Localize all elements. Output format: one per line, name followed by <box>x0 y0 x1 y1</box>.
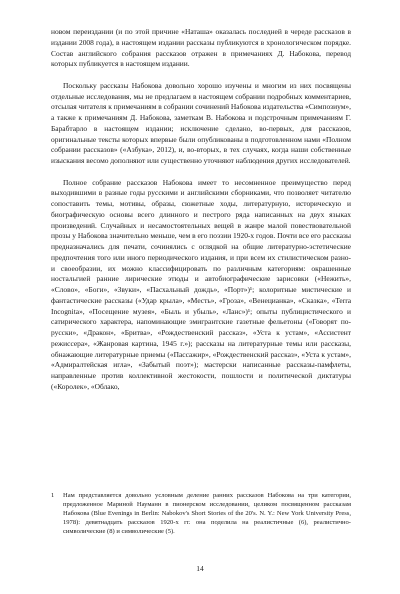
page-number: 14 <box>196 564 204 573</box>
paragraph-2: Поскольку рассказы Набокова довольно хорошо изучены и многим из них посвящены отдельные исследования, мы не предлагаем в настоящем собрании подробных комментариев, отсылая читателя к примечаниям в собрании сочинений Набокова издательства «Симпозиум», а также к примечаниям Д. Набокова, заметкам В. Набокова и подстрочным примечаниям Г. Барабтарло в настоящем издании; исключение сделано, во-первых, для рассказов, оригинальные тексты которых впервые были опубликованы в подготовленном нами «Полном собрании рассказов» («Азбука», 2012), и, во-вторых, в тех случаях, когда наши собственные изыскания весомо дополняют или существенно уточняют наблюдения других исследователей. <box>51 80 351 165</box>
main-text <box>51 27 351 393</box>
footnote-number: 1 <box>51 492 55 499</box>
paragraph-3: Полное собрание рассказов Набокова имеет то несомненное преимущество перед выходившими в разные годы русскими и английскими сборниками, что позволяет читателю сопоставить темы, мотивы, образы, сюжетные ходы, литературную, историческую и биографическую основы всего длинного и пестрого ряда написанных на двух языках произведений. Случайных и несамостоятельных вещей в жанре малой повествовательной прозы у Набокова значительно меньше, чем в его поэзии 1920-х годов. Почти все его рассказы предназначались для печати, сочинялись с оглядкой на общие литературно-эстетические предпочтения того или иного периодического издания, и при всем их стилистическом разно- и своеобразии, их можно классифицировать по различным категориям: окрашенные ностальгией ранние лирические этюды и автобиографические зарисовки («Нежить», «Слово», «Боги», «Звуки», «Пасхальный дождь», «Порт»)¹; колоритные мистические и фантастические рассказы («Удар крыла», «Месть», «Гроза», «Венецианка», «Сказка», «Terra Incognita», «Посещение музея», «Быль и убыль», «Ланс»)¹; опыты публицистического и сатирического характера, напоминающие эмигрантские газетные фельетоны («Говорят по-русски», «Дракон», «Бритва», «Рождественский рассказ», «Уста к устам», «Ассистент режиссера», «Жанровая картина, 1945 г.»); рассказы на литературные темы или рассказы, обнажающие литературные приемы («Пассажир», «Рождественский рассказ», «Уста к устам», «Адмиралтейская игла», «Забытый поэт»); мастерски написанные рассказы-памфлеты, направленные против коллективной жестокости, пошлости и политической диктатуры («Королек», «Облако, <box>51 177 351 391</box>
paragraph-1: новом переиздании (и по этой причине «Наташа» оказалась последней в череде рассказов в издании 2008 года), в настоящем издании рассказы публикуются в хронологическом порядке. Состав английского собрания рассказов отражен в примечаниях Д. Набокова, перевод которых публикуется в настоящем издании. <box>51 27 351 69</box>
footnote-text: Нам представляется довольно условным деление ранних рассказов Набокова на три категории, предложенное Мариной Науманн в пионерском исследовании, целиком посвященном рассказам Набокова (Blue Evenings in Berlin: Nabokov's Short Stories of the 20's. N. Y.: New York University Press, 1978): девятнадцать рассказов 1920-х гг. она поделила на реалистичные (6), реалистично-символические (8) и символические (5). <box>63 492 351 535</box>
footnote <box>51 491 351 536</box>
